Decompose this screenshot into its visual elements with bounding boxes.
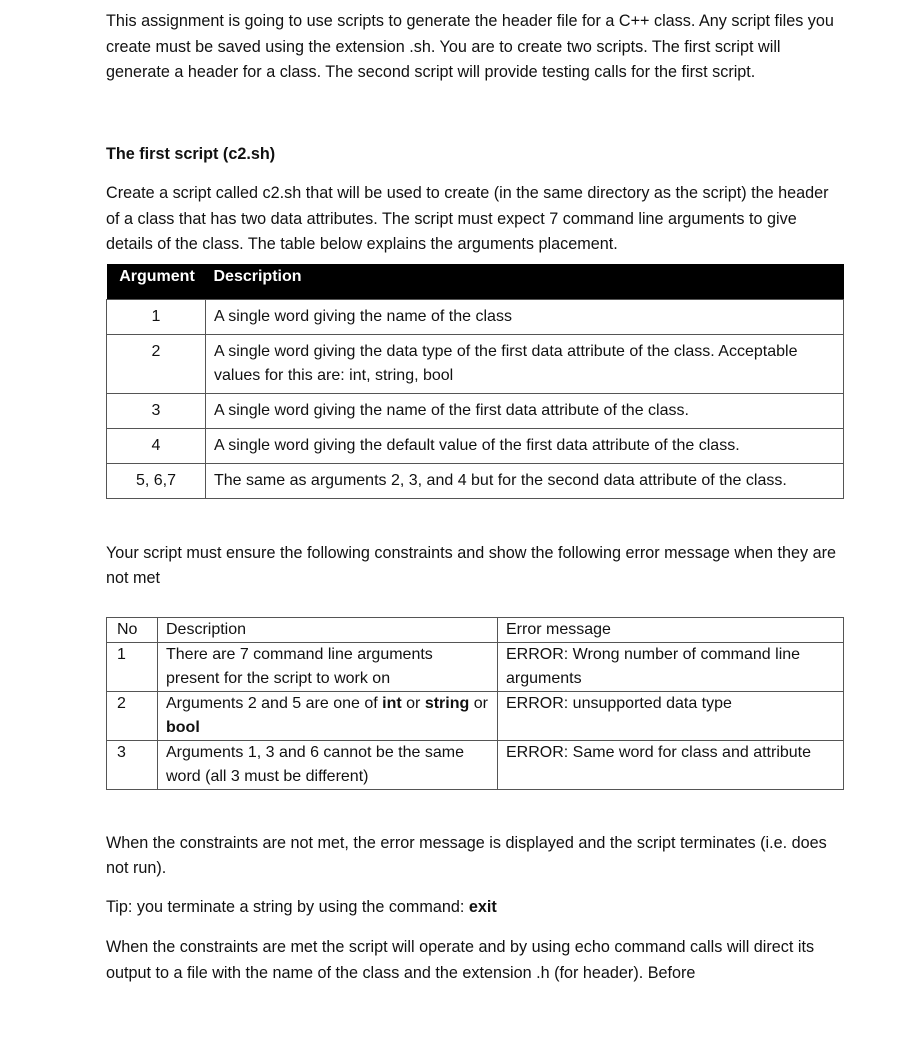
argument-description: The same as arguments 2, 3, and 4 but for the second data attribute of the class.	[206, 463, 844, 498]
table-row	[107, 642, 844, 691]
table-row	[107, 393, 844, 428]
tip-text: Tip: you terminate a string by using the command:	[106, 897, 469, 916]
type-string: string	[424, 694, 470, 712]
constraint-description	[158, 691, 498, 740]
column-header-description: Description	[158, 617, 498, 642]
tip-paragraph	[106, 895, 846, 921]
table-row	[107, 299, 844, 334]
column-header-no: No	[107, 617, 158, 642]
constraints-table-header	[107, 617, 844, 642]
table-row	[107, 740, 844, 789]
section-lead-paragraph: Create a script called c2.sh that will be used to create (in the same directory as the script) the header of a class that has two data attributes. The script must expect 7 command line arguments to give details of the class. The table below explains the arguments placement.	[106, 184, 829, 253]
argument-description: A single word giving the data type of the first data attribute of the class. Acceptable values for this are: int, string, bool	[206, 334, 844, 393]
table-row	[107, 428, 844, 463]
constraints-table	[106, 617, 844, 790]
argument-number: 4	[107, 428, 206, 463]
arguments-table-header	[107, 264, 844, 300]
argument-number: 3	[107, 393, 206, 428]
constraint-error-message: ERROR: Same word for class and attribute	[498, 740, 844, 789]
constraint-number: 3	[107, 740, 158, 789]
terminate-note-paragraph: When the constraints are not met, the error message is displayed and the script terminates (i.e. does not run).	[106, 833, 827, 877]
desc-text: Arguments 2 and 5 are one of	[166, 694, 383, 712]
constraint-description: There are 7 command line arguments present for the script to work on	[158, 642, 498, 691]
intro-paragraph: This assignment is going to use scripts to generate the header file for a C++ class. Any script files you create must be saved using the extension .sh. You are to create two scripts. The first script will generate a header for a class. The second script will provide testing calls for the first script.	[106, 12, 834, 81]
table-row	[107, 463, 844, 498]
constraint-number: 2	[107, 691, 158, 740]
constraint-description: Arguments 1, 3 and 6 cannot be the same word (all 3 must be different)	[158, 740, 498, 789]
argument-number: 5, 6,7	[107, 463, 206, 498]
table-row	[107, 691, 844, 740]
tip-command: exit	[468, 897, 497, 916]
type-bool: bool	[166, 718, 200, 736]
constraint-number: 1	[107, 642, 158, 691]
table-row	[107, 334, 844, 393]
type-int: int	[382, 694, 402, 712]
column-header-description: Description	[206, 264, 844, 300]
constraint-error-message: ERROR: Wrong number of command line arguments	[498, 642, 844, 691]
desc-text: or	[401, 694, 425, 712]
constraints-intro-paragraph: Your script must ensure the following constraints and show the following error message when they are not met	[106, 543, 837, 587]
document-page	[106, 9, 846, 986]
section-heading: The first script (c2.sh)	[106, 144, 276, 163]
desc-text: or	[469, 694, 488, 712]
arguments-table	[106, 264, 844, 499]
constraint-error-message: ERROR: unsupported data type	[498, 691, 844, 740]
argument-number: 2	[107, 334, 206, 393]
argument-description: A single word giving the name of the first data attribute of the class.	[206, 393, 844, 428]
column-header-argument: Argument	[107, 264, 206, 300]
argument-number: 1	[107, 299, 206, 334]
argument-description: A single word giving the name of the class	[206, 299, 844, 334]
column-header-error-message: Error message	[498, 617, 844, 642]
argument-description: A single word giving the default value of the first data attribute of the class.	[206, 428, 844, 463]
output-paragraph: When the constraints are met the script will operate and by using echo command calls will direct its output to a file with the name of the class and the extension .h (for header). Before	[106, 938, 815, 982]
